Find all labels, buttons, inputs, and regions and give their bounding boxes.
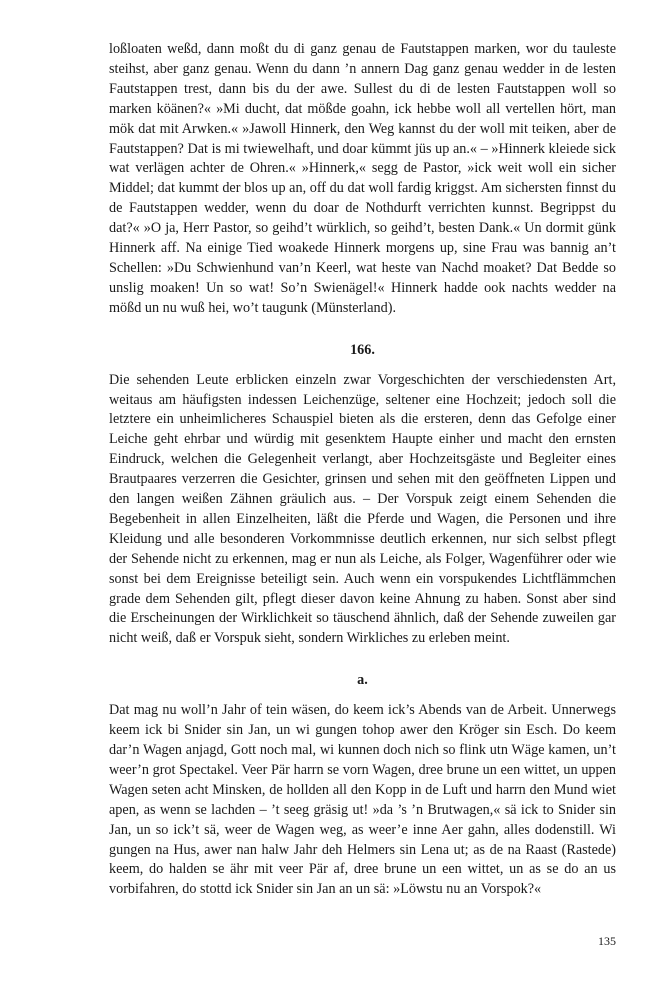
book-page [109,40,616,900]
story-paragraph: Dat mag nu woll’n Jahr of tein wäsen, do keem ick’s Abends van de Arbeit. Unnerwegs keem ick bi Snider sin Jan, un wi gungen tohop awer den Kröger sin Esch. Do keem dar’n Wagen anjagd, Gott noch mal, wi kunnen doch nich so flink utn Wäge kamen, un’t weer’n grot Spectakel. Veer Pär harrn se vorn Wagen, dree brune un een wittet, un uppen Wagen seten acht Minsken, de hollden all den Kopp in de Luft und harrn den Mund wiet apen, as wenn se lachden – ’t seeg gräsig ut! »da ’s ’n Brutwagen,« sä ick to Snider sin Jan, un so ick’t sä, weer de Wagen weg, as weer’e inne Aer gahn, alles dodenstill. Wi gungen na Hus, awer nan halw Jahr deh Helmers sin Lena ut; as de na Raast (Rastede) keem, do halden se ähr mit veer Pär af, dree brune un een wittet, un as se do an us vorbifahren, do stottd ick Snider sin Jan an un sä: »Löwstu nu an Vorspok?« [109,702,616,898]
page-number: 135 [598,934,616,948]
section-intro-paragraph: Die sehenden Leute erblicken einzeln zwar Vorgeschichten der verschiedensten Art, weitaus am häufigsten indessen Leichenzüge, seltener eine Hochzeit; jedoch soll die letztere ein unheimlicheres Schauspiel bieten als die ersteren, denn das Gefolge einer Leiche geht ehrbar und würdig mit gesenktem Haupte einher und macht den ernsten Eindruck, welchen die Gelegenheit verlangt, aber Hochzeitsgäste und Begleiter eines Brautpaares verzerren die Gesichter, grinsen und sehen mit den geöffneten Lippen und den langen weißen Zähnen gräulich aus. – Der Vorspuk zeigt einem Sehenden die Begebenheit in allen Einzelheiten, läßt die Pferde und Wagen, die Personen und ihre Kleidung und alle besonderen Vorkommnisse deutlich erkennen, nur sich selbst pflegt der Sehende nicht zu erkennen, mag er nun als Leiche, als Folger, Wagenführer oder wie sonst bei dem Ereignisse beteiligt sein. Auch wenn ein vorspukendes Lichtflämmchen grade dem Sehenden gilt, pflegt dieser davon keine Ahnung zu haben. Sonst aber sind die Erscheinungen der Wirklichkeit so täuschend ähnlich, daß der Sehende zuweilen gar nicht weiß, daß er Vorspuk sieht, sondern Wirkliches zu erleben meint. [109,371,616,647]
continued-story-paragraph: loßloaten weßd, dann moßt du di ganz genau de Fautstappen marken, wor du tauleste steihst, aber ganz genau. Wenn du dann ’n annern Dag ganz genau wedder in de lesten Fautstappen trest, dann bis du der awe. Sullest du di de lesten Fautstappen woll so marken köänen?« »Mi ducht, dat mößde goahn, ick hebbe woll all vertellen hört, man mök dat mit Arwken.« »Jawoll Hinnerk, den Weg kannst du der woll mit teiken, aber de Fautstappen? Dat is mi twiewelhaft, und doar kümmt jüs up an.« – »Hinnerk kleiede sick wat verlägen achter de Ohren.« »Hinnerk,« segg de Pastor, »ick weit woll ein sicher Middel; dat kummt der blos up an, off du dat woll fardig kriggst. Am sichersten finnst du de Fautstappen wedder, wenn du doar de Nothdurft verrichten kunnst. Begrippst du dat?« »O ja, Herr Pastor, so geihd’t würklich, so geihd’t, besten Dank.« Un dormit günk Hinnerk aff. Na einige Tied woakede Hinnerk morgens up, sine Frau was bannig an’t Schellen: »Du Schwienhund van’n Keerl, wat heste van Nachd moaket? Dat Bedde so unslig moaken! Un so wat! So’n Swienägel!« Hinnerk hadde ook nachts wedder na mößd un nu wuß hei, wo’t taugunk (Münsterland). [109,41,616,316]
section-number-heading: 166. [350,341,375,358]
subsection-heading: a. [357,672,368,689]
